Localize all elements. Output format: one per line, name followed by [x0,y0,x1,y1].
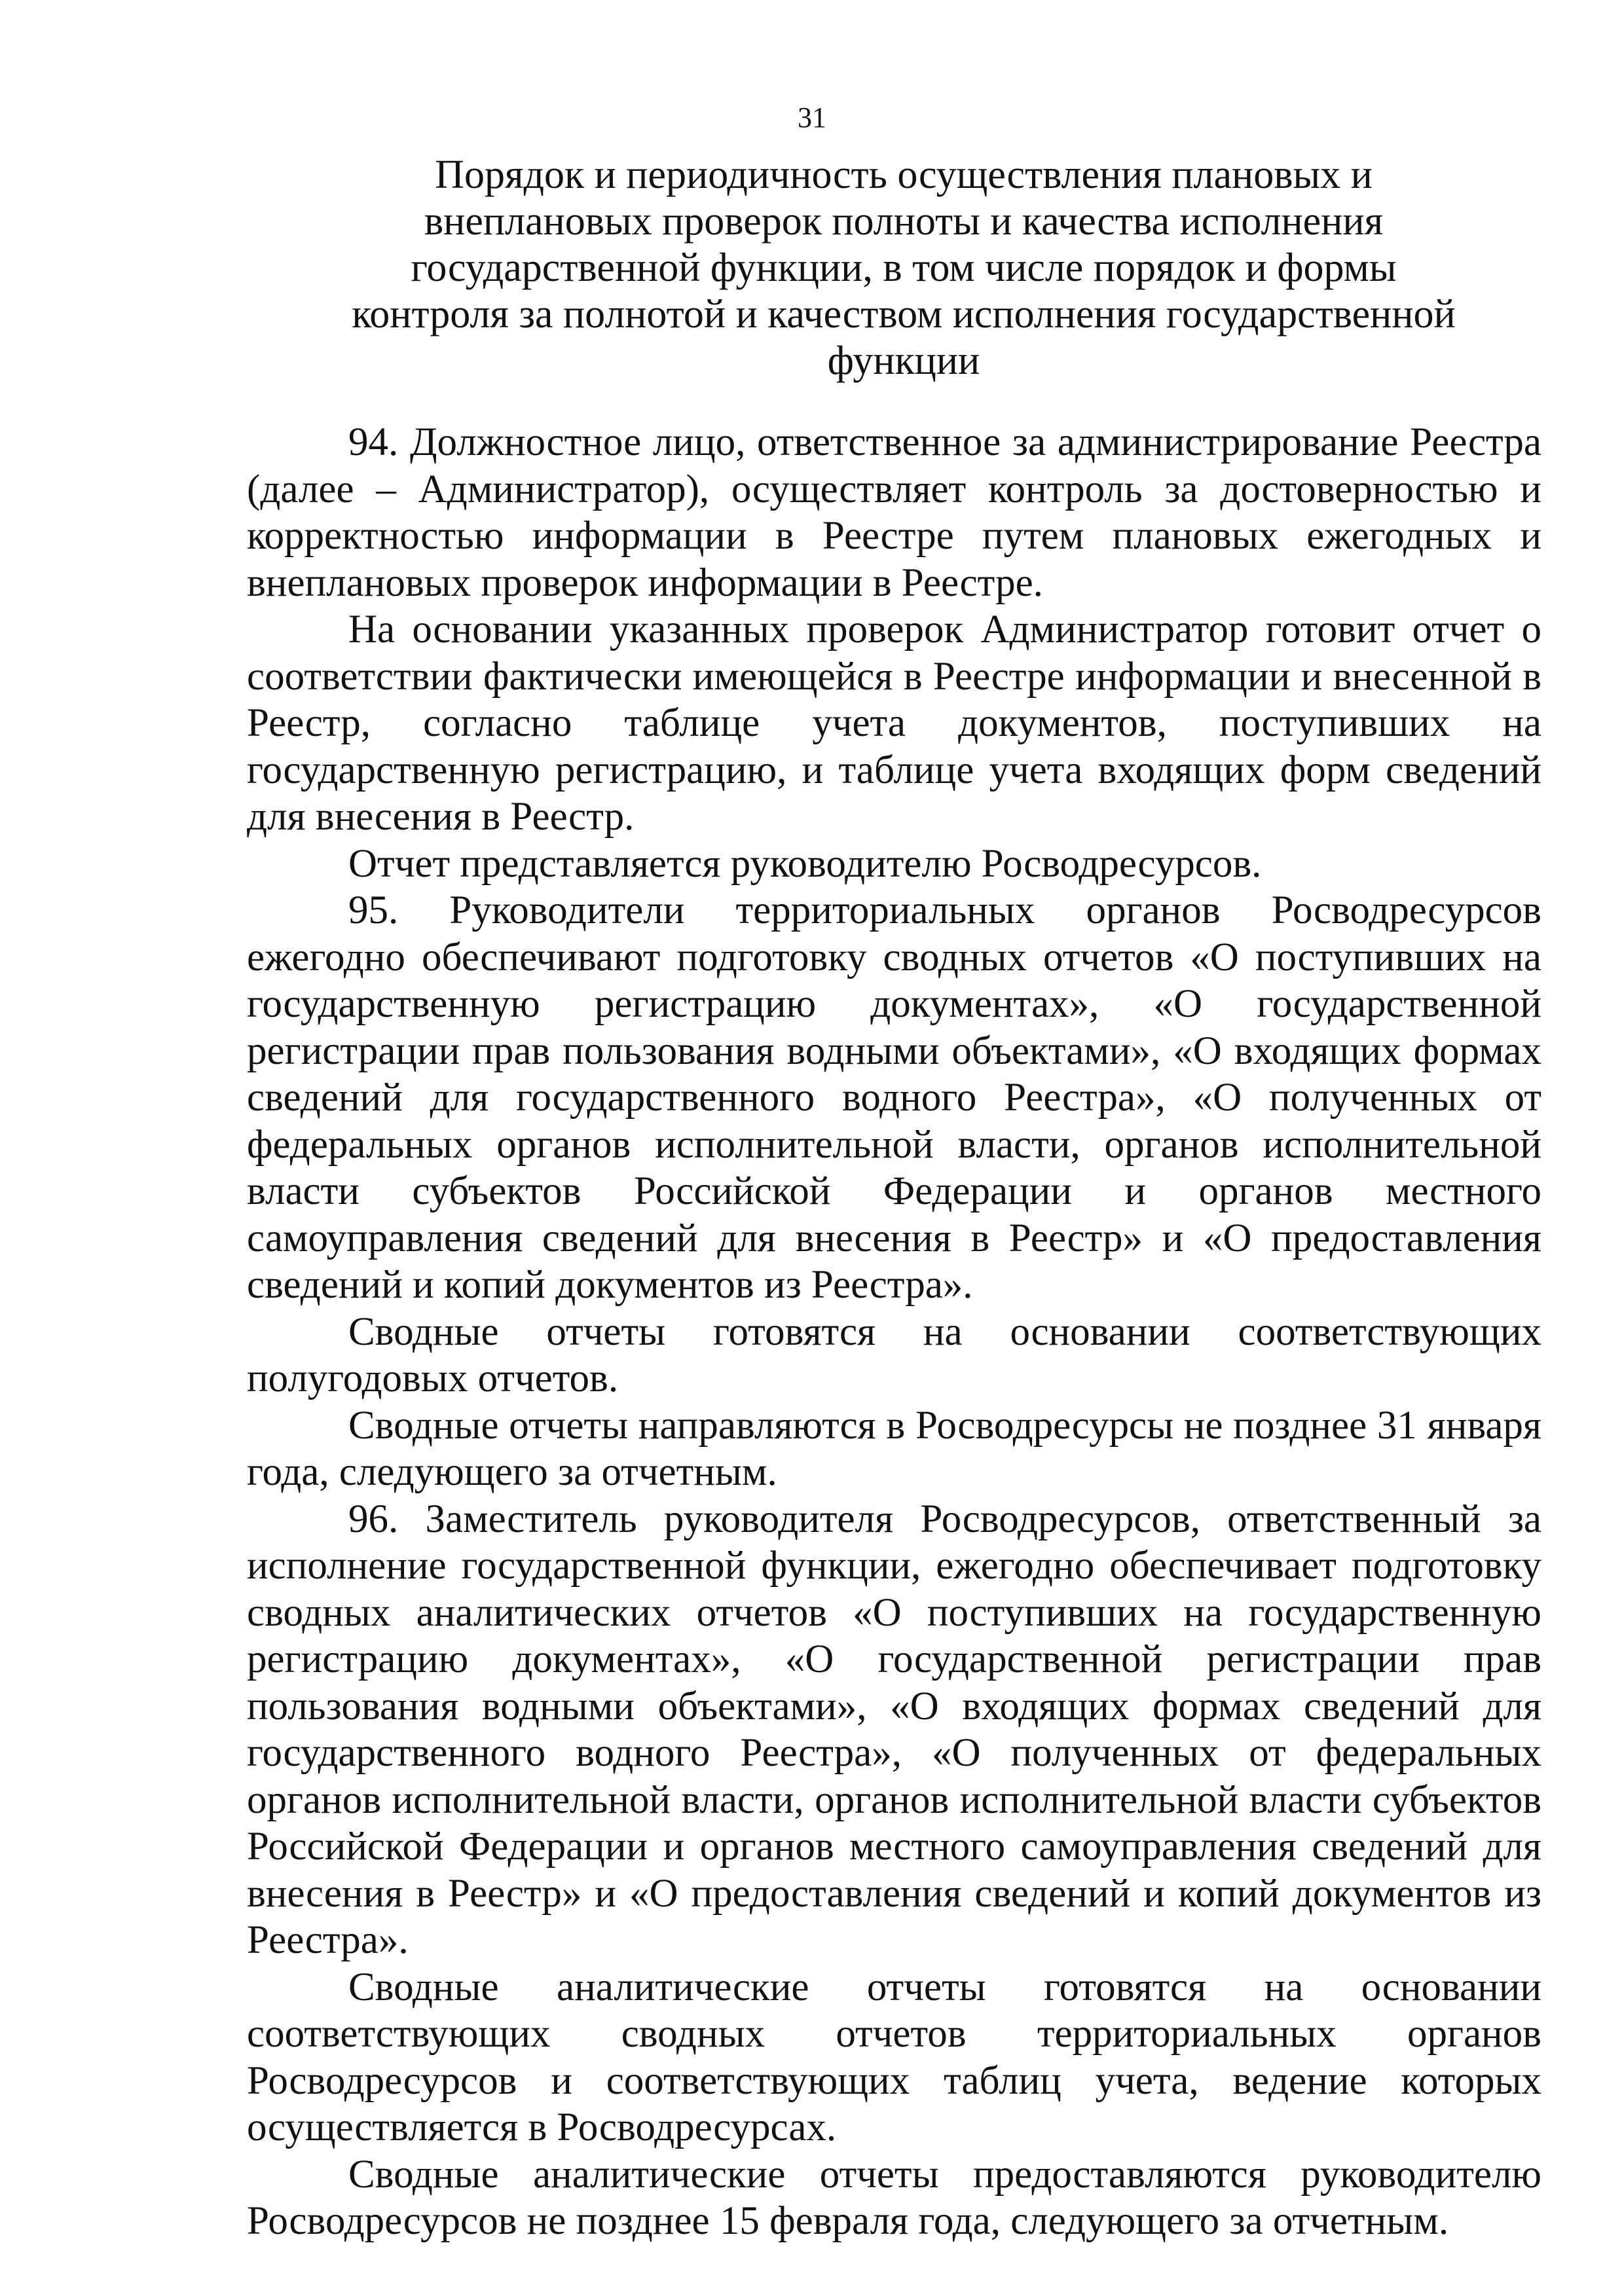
paragraph-summary-deadline: Сводные отчеты направляются в Росводресурсы не позднее 31 января года, следующего за отчетным. [247,1403,1541,1494]
paragraph-95: 95. Руководители территориальных органов Росводресурсов ежегодно обеспечивают подготовку сводных отчетов «О поступивших на государственную регистрацию документах», «О государственной регистрации прав пользования водными объектами», «О входящих формах сведений для государственного водного Реестра», «О полученных от федеральных органов исполнительной власти, органов исполнительной власти субъектов Российской Федерации и органов местного самоуправления сведений для внесения в Реестр» и «О предоставления сведений и копий документов из Реестра». [247,888,1541,1307]
paragraph-96: 96. Заместитель руководителя Росводресурсов, ответственный за исполнение государственной функции, ежегодно обеспечивает подготовку сводных аналитических отчетов «О поступивших на государственную регистрацию документах», «О государственной регистрации прав пользования водными объектами», «О входящих формах сведений для государственного водного Реестра», «О полученных от федеральных органов исполнительной власти, органов исполнительной власти субъектов Российской Федерации и органов местного самоуправления сведений для внесения в Реестр» и «О предоставления сведений и копий документов из Реестра». [247,1497,1541,1962]
heading-line: контроля за полнотой и качеством исполнения государственной [352,292,1456,337]
paragraph-report-basis: На основании указанных проверок Администратор готовит отчет о соответствии фактически имеющейся в Реестре информации и внесенной в Реестр, согласно таблице учета документов, поступивших на государственную регистрацию, и таблице учета входящих форм сведений для внесения в Реестр. [247,608,1541,839]
paragraph-report-submission: Отчет представляется руководителю Росводресурсов. [348,841,1262,886]
section-heading [341,152,1467,384]
paragraph-94: 94. Должностное лицо, ответственное за администрирование Реестра (далее – Администратор), осуществляет контроль за достоверностью и корректностью информации в Реестре путем плановых ежегодных и внеплановых проверок информации в Реестре. [247,420,1541,605]
body-text [247,419,1541,2245]
heading-line: государственной функции, в том числе порядок и формы [411,246,1397,290]
paragraph-analytic-basis: Сводные аналитические отчеты готовятся на основании соответствующих сводных отчетов территориальных органов Росводресурсов и соответствующих таблиц учета, ведение которых осуществляется в Росводресурсах. [247,1965,1541,2149]
heading-line: внеплановых проверок полноты и качества исполнения [424,199,1384,244]
page-number: 31 [798,101,826,134]
heading-line: функции [827,338,980,383]
heading-line: Порядок и периодичность осуществления плановых и [435,153,1373,197]
paragraph-summary-basis: Сводные отчеты готовятся на основании соответствующих полугодовых отчетов. [247,1309,1541,1400]
paragraph-analytic-deadline: Сводные аналитические отчеты предоставляются руководителю Росводресурсов не позднее 15 февраля года, следующего за отчетным. [247,2152,1541,2243]
